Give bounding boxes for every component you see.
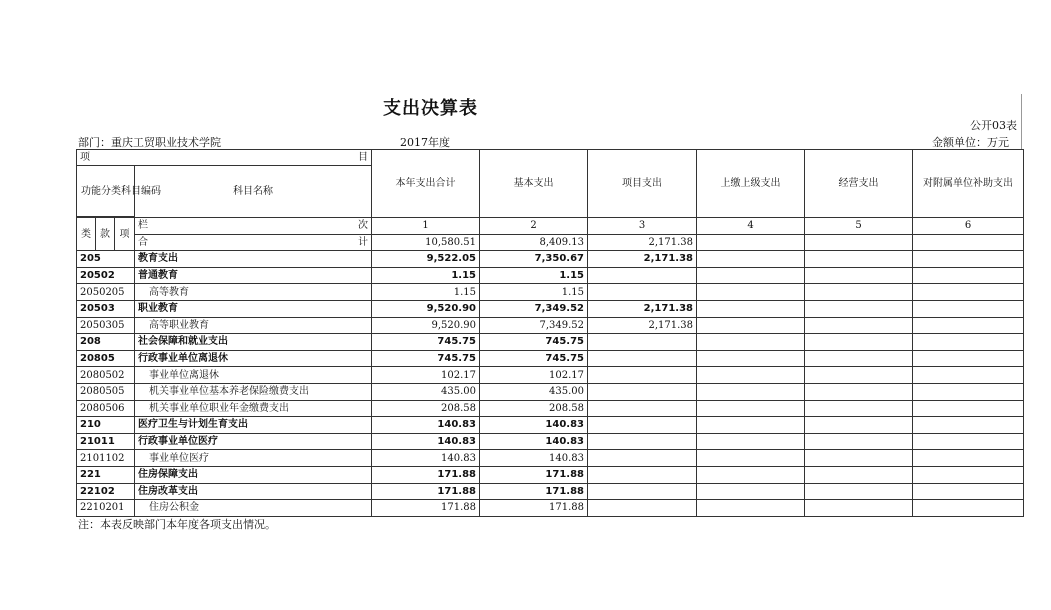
table-row [77, 300, 1024, 317]
row-value [805, 383, 913, 400]
row-name: 高等教育 [135, 284, 372, 301]
row-value [697, 433, 805, 450]
row-value [913, 400, 1024, 417]
row-code: 2080505 [77, 383, 135, 400]
row-value [697, 284, 805, 301]
row-value [588, 284, 697, 301]
amount-unit: 金额单位：万元 [932, 136, 1009, 149]
table-row [77, 417, 1024, 434]
row-value [697, 251, 805, 268]
row-value: 2,171.38 [588, 300, 697, 317]
header-row-item [77, 150, 1024, 166]
right-border-line [1021, 94, 1022, 150]
row-value [913, 383, 1024, 400]
row-value: 1.15 [372, 284, 480, 301]
row-value [588, 450, 697, 467]
row-value: 7,349.52 [480, 317, 588, 334]
row-value [913, 466, 1024, 483]
row-value [913, 433, 1024, 450]
row-value [805, 417, 913, 434]
row-value: 171.88 [480, 466, 588, 483]
row-value [805, 317, 913, 334]
row-value: 171.88 [480, 500, 588, 517]
row-value [913, 450, 1024, 467]
row-code: 2080502 [77, 367, 135, 384]
row-code: 20502 [77, 267, 135, 284]
report-title: 支出决算表 [383, 98, 478, 119]
row-value [805, 466, 913, 483]
row-value: 140.83 [480, 433, 588, 450]
row-value: 208.58 [372, 400, 480, 417]
row-value: 9,522.05 [372, 251, 480, 268]
row-value [913, 483, 1024, 500]
total-value: 2,171.38 [588, 234, 697, 251]
row-value [805, 450, 913, 467]
row-value: 9,520.90 [372, 317, 480, 334]
total-value [697, 234, 805, 251]
row-value [805, 483, 913, 500]
row-name: 教育支出 [135, 251, 372, 268]
row-name: 社会保障和就业支出 [135, 334, 372, 351]
row-value [805, 334, 913, 351]
code-label-cell: 功能分类科目编码 [77, 166, 135, 217]
col-number-2: 2 [480, 218, 588, 235]
row-value [588, 400, 697, 417]
row-value [805, 267, 913, 284]
table-row [77, 466, 1024, 483]
row-value: 140.83 [372, 417, 480, 434]
row-value: 171.88 [372, 466, 480, 483]
lei-cell: 类 [77, 218, 96, 251]
table-row [77, 267, 1024, 284]
total-value: 8,409.13 [480, 234, 588, 251]
row-value [697, 300, 805, 317]
row-value [913, 417, 1024, 434]
row-name: 机关事业单位职业年金缴费支出 [135, 400, 372, 417]
col-header-project: 项目支出 [588, 150, 697, 218]
row-value [913, 334, 1024, 351]
row-value [697, 334, 805, 351]
row-value: 7,349.52 [480, 300, 588, 317]
department-label: 部门：重庆工贸职业技术学院 [78, 136, 221, 149]
row-value: 1.15 [480, 284, 588, 301]
row-code: 22102 [77, 483, 135, 500]
name-label-cell: 科目名称 [135, 166, 372, 218]
fiscal-year: 2017年度 [400, 136, 450, 149]
row-value: 171.88 [372, 483, 480, 500]
row-value [697, 317, 805, 334]
row-value: 7,350.67 [480, 251, 588, 268]
row-value [697, 350, 805, 367]
col-number-4: 4 [697, 218, 805, 235]
row-code: 205 [77, 251, 135, 268]
row-name: 住房改革支出 [135, 483, 372, 500]
row-value [913, 267, 1024, 284]
row-code: 2101102 [77, 450, 135, 467]
row-value: 102.17 [372, 367, 480, 384]
row-name: 普通教育 [135, 267, 372, 284]
row-value [588, 350, 697, 367]
row-value [805, 367, 913, 384]
row-name: 事业单位医疗 [135, 450, 372, 467]
row-value: 102.17 [480, 367, 588, 384]
xiang-cell: 项 [115, 218, 135, 251]
row-value: 745.75 [480, 334, 588, 351]
table-row [77, 284, 1024, 301]
row-value [697, 267, 805, 284]
table-row [77, 251, 1024, 268]
col-header-subsidy: 对附属单位补助支出 [913, 150, 1024, 218]
row-value [913, 350, 1024, 367]
row-code: 221 [77, 466, 135, 483]
col-number-5: 5 [805, 218, 913, 235]
table-note: 注：本表反映部门本年度各项支出情况。 [78, 518, 276, 531]
row-value [697, 367, 805, 384]
row-value [588, 267, 697, 284]
row-value [588, 483, 697, 500]
row-name: 住房公积金 [135, 500, 372, 517]
row-name: 行政事业单位离退休 [135, 350, 372, 367]
table-row [77, 317, 1024, 334]
row-code: 21011 [77, 433, 135, 450]
table-row [77, 350, 1024, 367]
row-value: 435.00 [372, 383, 480, 400]
row-value: 745.75 [372, 334, 480, 351]
row-name: 医疗卫生与计划生育支出 [135, 417, 372, 434]
row-code: 2050305 [77, 317, 135, 334]
row-value [913, 367, 1024, 384]
row-value: 2,171.38 [588, 317, 697, 334]
row-value: 1.15 [372, 267, 480, 284]
he-ji-cell: 合 计 [135, 234, 372, 251]
row-code: 20805 [77, 350, 135, 367]
row-value [805, 400, 913, 417]
row-value: 435.00 [480, 383, 588, 400]
row-value: 140.83 [372, 433, 480, 450]
row-value [805, 433, 913, 450]
row-value [805, 251, 913, 268]
lan-ci-cell: 栏 次 [135, 218, 372, 235]
row-value [588, 334, 697, 351]
col-number-1: 1 [372, 218, 480, 235]
row-code: 2210201 [77, 500, 135, 517]
header-row-lan [77, 218, 1024, 235]
row-value: 140.83 [480, 450, 588, 467]
col-header-total: 本年支出合计 [372, 150, 480, 218]
row-value [805, 300, 913, 317]
expenditure-table [76, 149, 1024, 517]
total-row [77, 234, 1024, 251]
row-value [588, 433, 697, 450]
row-value [588, 466, 697, 483]
row-value: 171.88 [480, 483, 588, 500]
row-value [697, 383, 805, 400]
row-value: 208.58 [480, 400, 588, 417]
row-value [913, 284, 1024, 301]
row-value: 9,520.90 [372, 300, 480, 317]
row-value [805, 350, 913, 367]
table-row [77, 483, 1024, 500]
table-row [77, 450, 1024, 467]
table-row [77, 400, 1024, 417]
row-value: 171.88 [372, 500, 480, 517]
row-code: 20503 [77, 300, 135, 317]
row-value [697, 450, 805, 467]
row-name: 事业单位离退休 [135, 367, 372, 384]
row-value [697, 417, 805, 434]
row-code: 210 [77, 417, 135, 434]
row-name: 高等职业教育 [135, 317, 372, 334]
row-value [913, 251, 1024, 268]
total-value [913, 234, 1024, 251]
row-value: 2,171.38 [588, 251, 697, 268]
row-value: 745.75 [372, 350, 480, 367]
col-number-3: 3 [588, 218, 697, 235]
row-value [588, 367, 697, 384]
row-value: 140.83 [372, 450, 480, 467]
table-row [77, 433, 1024, 450]
table-row [77, 383, 1024, 400]
row-value: 140.83 [480, 417, 588, 434]
row-name: 机关事业单位基本养老保险缴费支出 [135, 383, 372, 400]
header-item-cell: 项 目 [77, 150, 372, 166]
row-value: 745.75 [480, 350, 588, 367]
row-value [697, 466, 805, 483]
row-value [913, 317, 1024, 334]
form-number: 公开03表 [970, 119, 1017, 132]
table-row [77, 334, 1024, 351]
row-value [697, 400, 805, 417]
row-value [913, 500, 1024, 517]
row-value [697, 483, 805, 500]
total-value [805, 234, 913, 251]
table-row [77, 500, 1024, 517]
row-name: 行政事业单位医疗 [135, 433, 372, 450]
row-value [588, 417, 697, 434]
row-value [697, 500, 805, 517]
col-header-basic: 基本支出 [480, 150, 588, 218]
col-header-upper: 上缴上级支出 [697, 150, 805, 218]
row-value [805, 284, 913, 301]
row-code: 2050205 [77, 284, 135, 301]
row-name: 住房保障支出 [135, 466, 372, 483]
col-number-6: 6 [913, 218, 1024, 235]
table-row [77, 367, 1024, 384]
col-header-business: 经营支出 [805, 150, 913, 218]
row-name: 职业教育 [135, 300, 372, 317]
kuan-cell: 款 [96, 218, 115, 251]
row-value: 1.15 [480, 267, 588, 284]
row-value [805, 500, 913, 517]
row-value [913, 300, 1024, 317]
row-code: 208 [77, 334, 135, 351]
row-code: 2080506 [77, 400, 135, 417]
total-value: 10,580.51 [372, 234, 480, 251]
row-value [588, 383, 697, 400]
row-value [588, 500, 697, 517]
